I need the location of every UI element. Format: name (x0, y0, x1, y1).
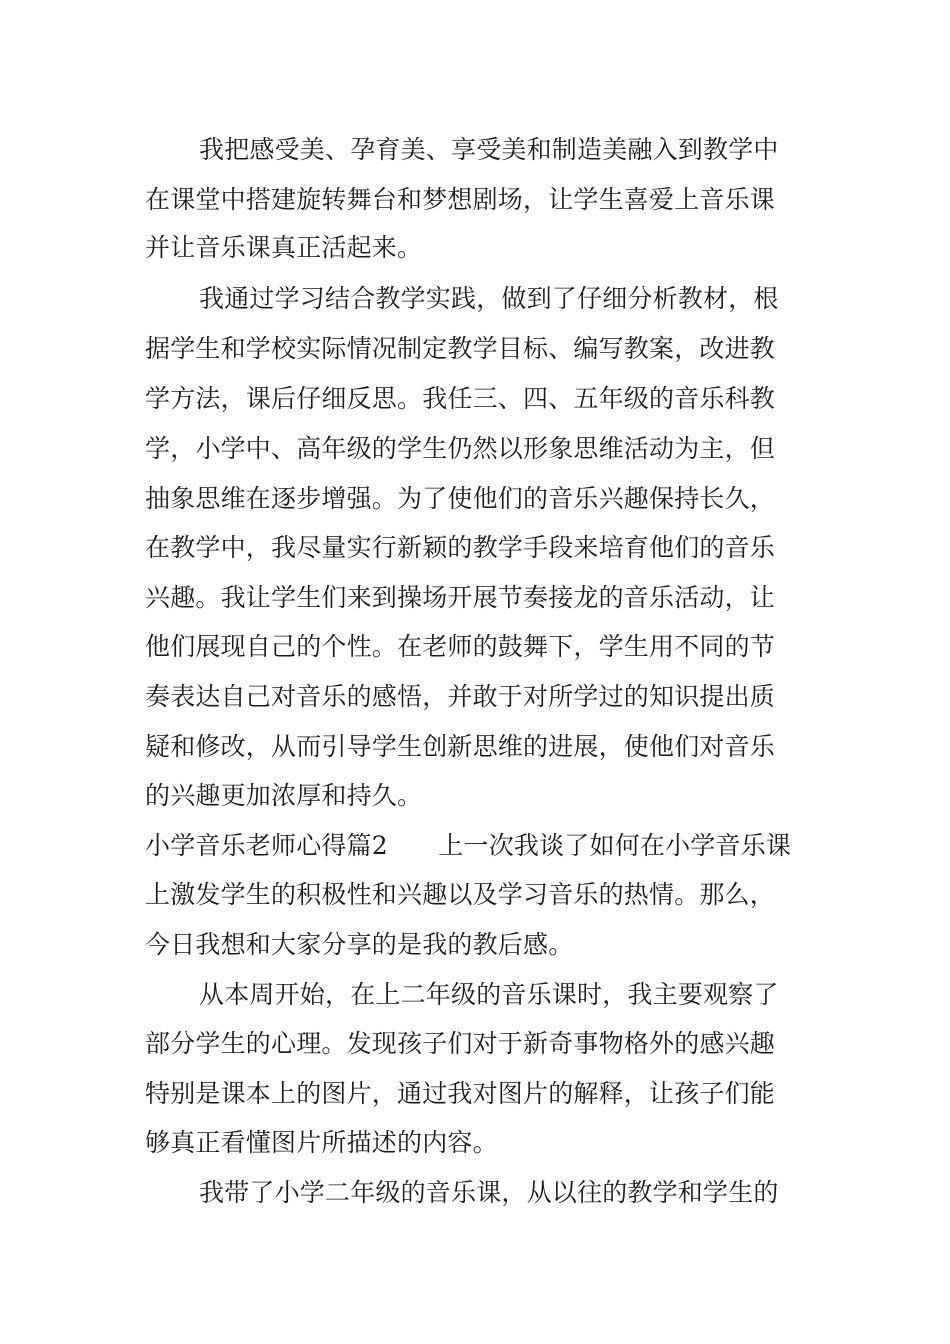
text-line: 兴趣。我让学生们来到操场开展节奏接龙的音乐活动，让 (145, 583, 776, 612)
text-line: 在教学中，我尽量实行新颖的教学手段来培育他们的音乐 (145, 533, 776, 562)
text-line: 疑和修改，从而引导学生创新思维的进展，使他们对音乐 (145, 732, 776, 761)
text-line: 特别是课本上的图片，通过我对图片的解释，让孩子们能 (145, 1079, 776, 1108)
text-line: 学方法，课后仔细反思。我任三、四、五年级的音乐科教 (145, 384, 776, 413)
section-heading-line: 小学音乐老师心得篇2 上一次我谈了如何在小学音乐课 (145, 831, 792, 860)
text-line: 奏表达自己对音乐的感悟，并敢于对所学过的知识提出质 (145, 682, 776, 711)
text-line: 上激发学生的积极性和兴趣以及学习音乐的热情。那么， (145, 880, 776, 909)
text-line: 部分学生的心理。发现孩子们对于新奇事物格外的感兴趣 (145, 1029, 776, 1058)
text-line: 在课堂中搭建旋转舞台和梦想剧场，让学生喜爱上音乐课 (145, 185, 776, 214)
text-line: 抽象思维在逐步增强。为了使他们的音乐兴趣保持长久， (145, 484, 776, 513)
text-line: 并让音乐课真正活起来。 (145, 233, 423, 262)
text-line: 他们展现自己的个性。在老师的鼓舞下，学生用不同的节 (145, 632, 776, 661)
text-line: 学，小学中、高年级的学生仍然以形象思维活动为主，但 (145, 434, 776, 463)
text-line: 从本周开始，在上二年级的音乐课时，我主要观察了 (199, 980, 779, 1009)
text-line: 的兴趣更加浓厚和持久。 (145, 781, 423, 810)
text-line: 我带了小学二年级的音乐课，从以往的教学和学生的 (199, 1178, 779, 1207)
text-line: 据学生和学校实际情况制定教学目标、编写教案，改进教 (145, 334, 776, 363)
text-line: 今日我想和大家分享的是我的教后感。 (145, 930, 574, 959)
text-line: 我把感受美、孕育美、享受美和制造美融入到教学中 (199, 135, 779, 164)
text-line: 够真正看懂图片所描述的内容。 (145, 1128, 498, 1157)
text-line: 我通过学习结合教学实践，做到了仔细分析教材，根 (199, 284, 779, 313)
